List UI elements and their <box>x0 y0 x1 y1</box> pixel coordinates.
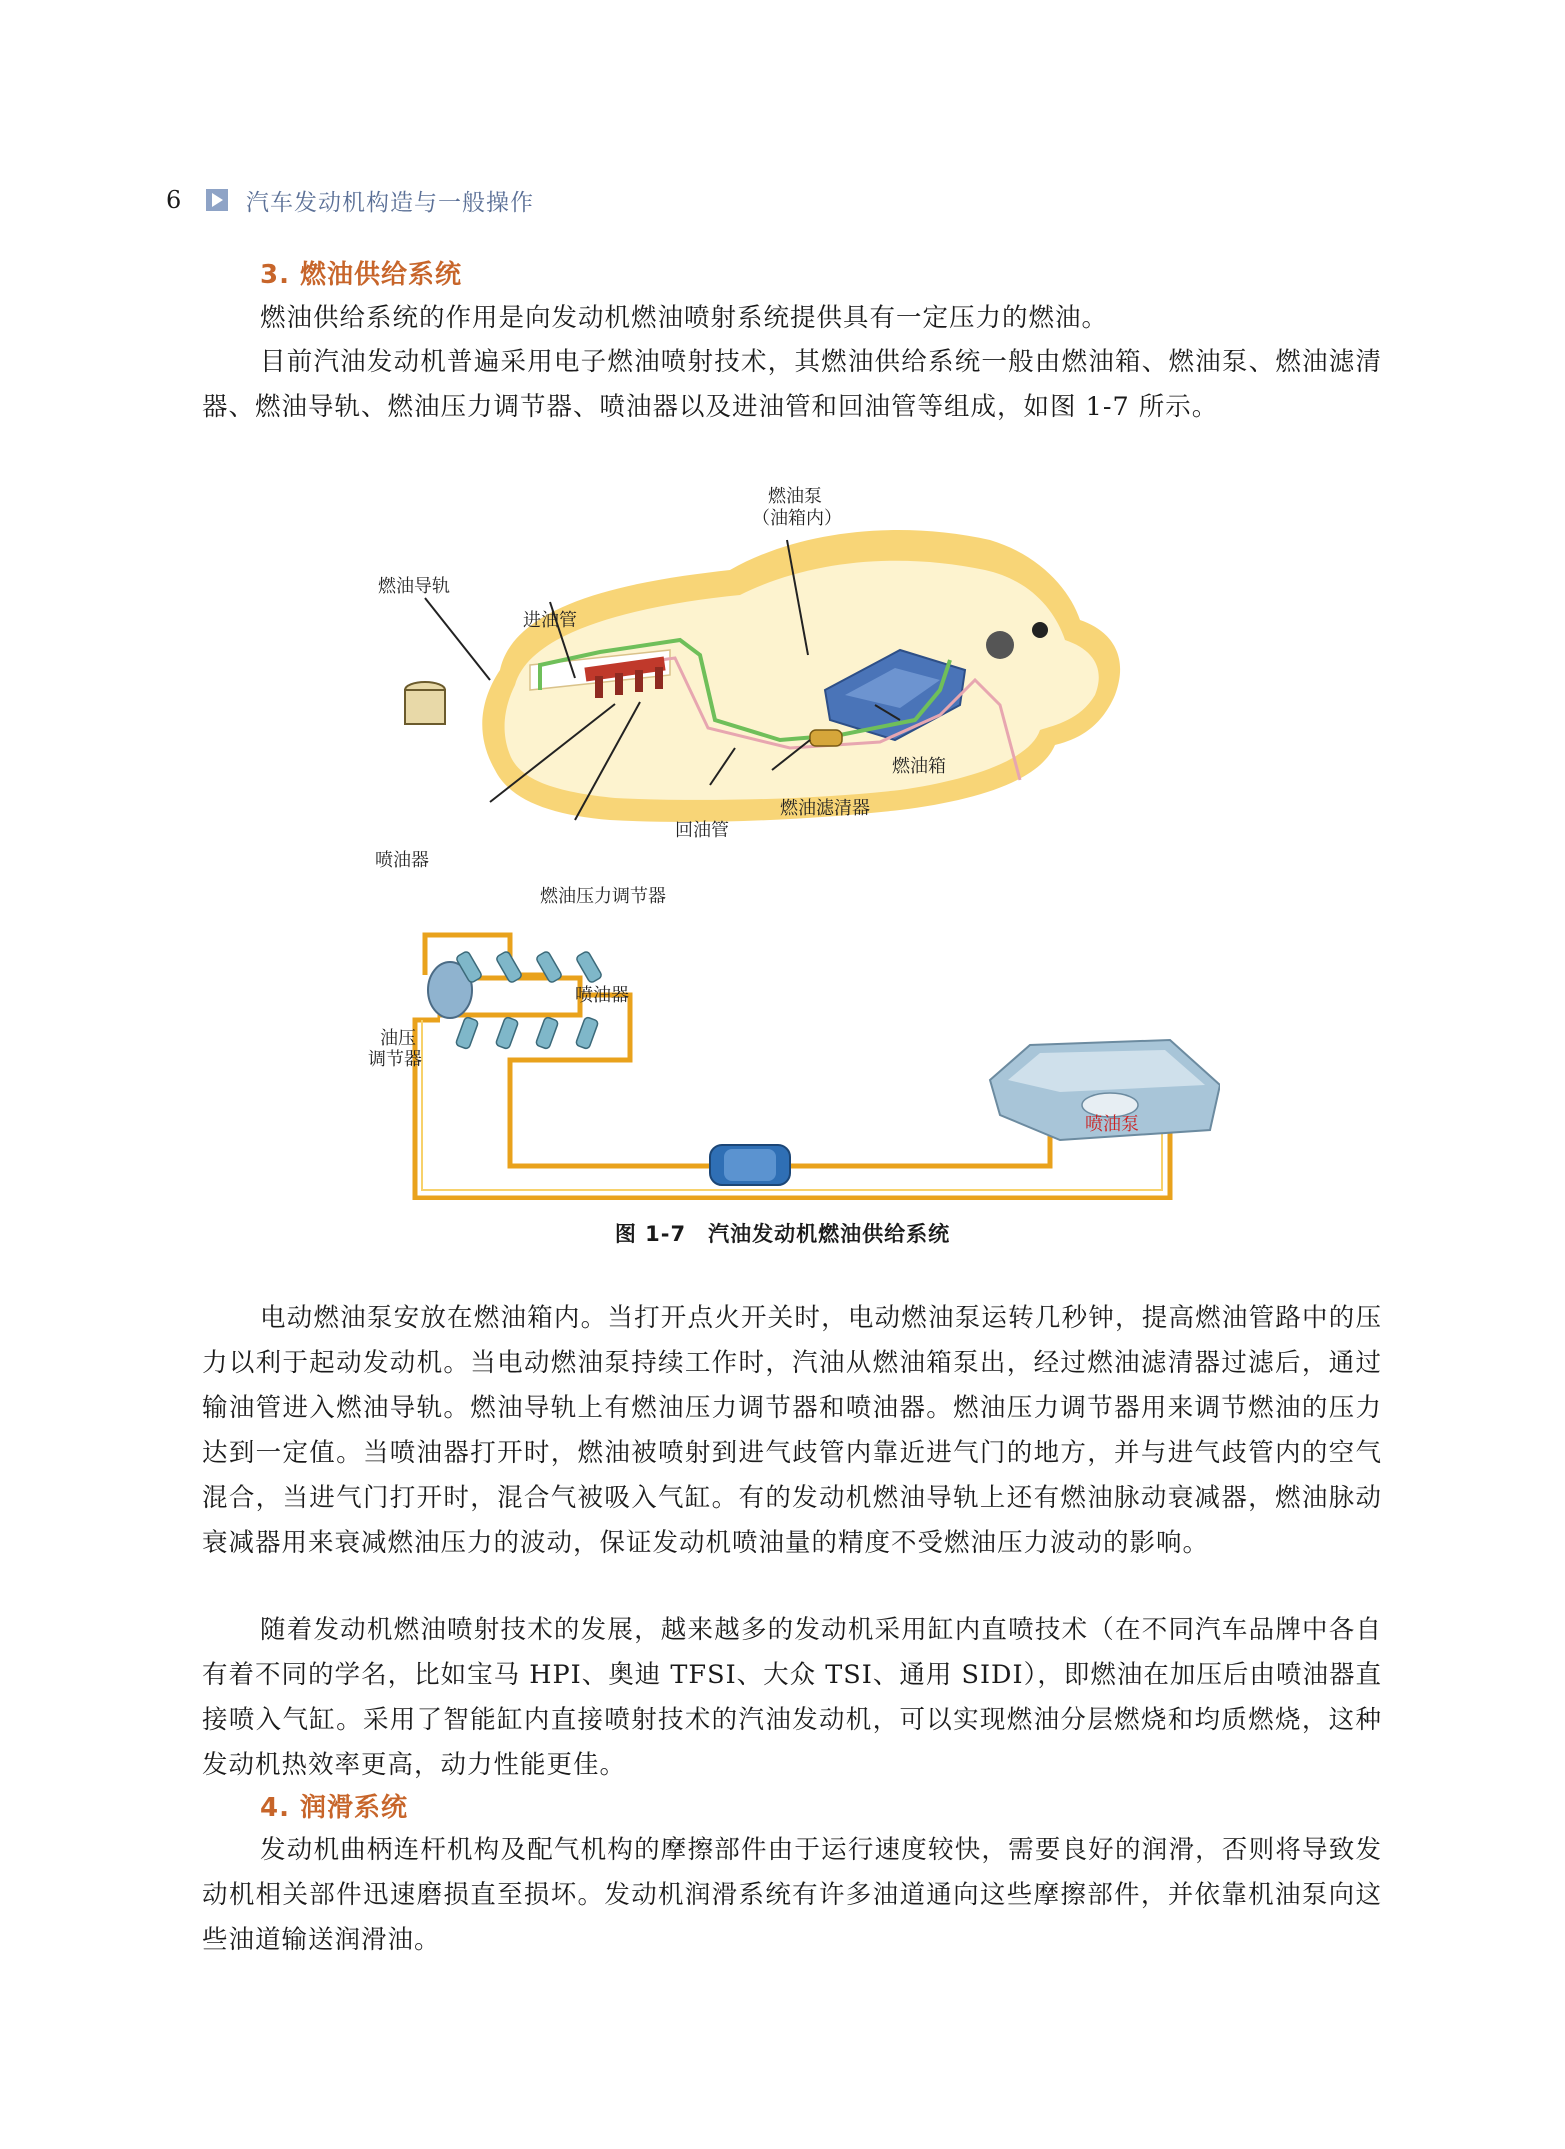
page-number: 6 <box>166 186 182 214</box>
label-pump-line2: （油箱内） <box>752 508 842 529</box>
label-fuel-tank: 燃油箱 <box>892 756 946 777</box>
paragraph-fuel-2: 目前汽油发动机普遍采用电子燃油喷射技术，其燃油供给系统一般由燃油箱、燃油泵、燃油滤清器、燃油导轨、燃油压力调节器、喷油器以及进油管和回油管等组成，如图 1-7 所示。 <box>202 347 1382 422</box>
label-pressure-regulator: 燃油压力调节器 <box>540 886 666 907</box>
page-header <box>166 184 534 216</box>
label-return-pipe: 回油管 <box>675 820 729 841</box>
fuel-filter <box>810 730 842 746</box>
paragraph-lube-1: 发动机曲柄连杆机构及配气机构的摩擦部件由于运行速度较快，需要良好的润滑，否则将导致发动机相关部件迅速磨损直至损坏。发动机润滑系统有许多油道通向这些摩擦部件，并依靠机油泵向这些油道输送润滑油。 <box>202 1835 1382 1955</box>
paragraph-fuel-3: 电动燃油泵安放在燃油箱内。当打开点火开关时，电动燃油泵运转几秒钟，提高燃油管路中的压力以利于起动发动机。当电动燃油泵持续工作时，汽油从燃油箱泵出，经过燃油滤清器过滤后，通过输油管进入燃油导轨。燃油导轨上有燃油压力调节器和喷油器。燃油压力调节器用来调节燃油的压力达到一定值。当喷油器打开时，燃油被喷射到进气歧管内靠近进气门的地方，并与进气歧管内的空气混合，当进气门打开时，混合气被吸入气缸。有的发动机燃油导轨上还有燃油脉动衰减器，燃油脉动衰减器用来衰减燃油压力的波动，保证发动机喷油量的精度不受燃油压力波动的影响。 <box>202 1303 1382 1558</box>
label-regulator-line2: 调节器 <box>368 1049 422 1070</box>
paragraph-fuel-4: 随着发动机燃油喷射技术的发展，越来越多的发动机采用缸内直喷技术（在不同汽车品牌中各自有着不同的学名，比如宝马 HPI、奥迪 TFSI、大众 TSI、通用 SIDI），即燃油在加压后由喷油器直接喷入气缸。采用了智能缸内直接喷射技术的汽油发动机，可以实现燃油分层燃烧和均质燃烧，这种发动机热效率更高，动力性能更佳。 <box>202 1615 1382 1780</box>
label-fuel-pump: 喷油泵 <box>1085 1114 1139 1135</box>
label-pump-line1: 燃油泵 <box>768 486 822 507</box>
chevron-right-icon <box>206 189 228 211</box>
section-heading-fuel: 3. 燃油供给系统 <box>260 260 463 290</box>
label-regulator-line1: 油压 <box>380 1028 416 1049</box>
figure-caption: 图 1-7 汽油发动机燃油供给系统 <box>614 1222 951 1246</box>
bottom-schematic <box>415 935 1220 1198</box>
label-fuel-filter: 燃油滤清器 <box>780 798 870 819</box>
filler-neck <box>1032 622 1048 638</box>
canister-body <box>405 690 445 724</box>
label-injector: 喷油器 <box>375 850 429 871</box>
car-illustration <box>405 530 1120 822</box>
paragraph-fuel-1: 燃油供给系统的作用是向发动机燃油喷射系统提供具有一定压力的燃油。 <box>260 303 1109 333</box>
filter-canister-highlight <box>724 1149 776 1181</box>
label-fuel-rail: 燃油导轨 <box>378 576 450 597</box>
label-inlet-pipe: 进油管 <box>523 610 577 631</box>
fuel-system-figure <box>340 480 1220 1200</box>
label-injector-bottom: 喷油器 <box>575 985 629 1006</box>
book-title: 汽车发动机构造与一般操作 <box>246 189 534 216</box>
injectors-bottom-row <box>455 1017 598 1050</box>
filler-cap <box>986 631 1014 659</box>
section-heading-lube: 4. 润滑系统 <box>260 1793 409 1823</box>
